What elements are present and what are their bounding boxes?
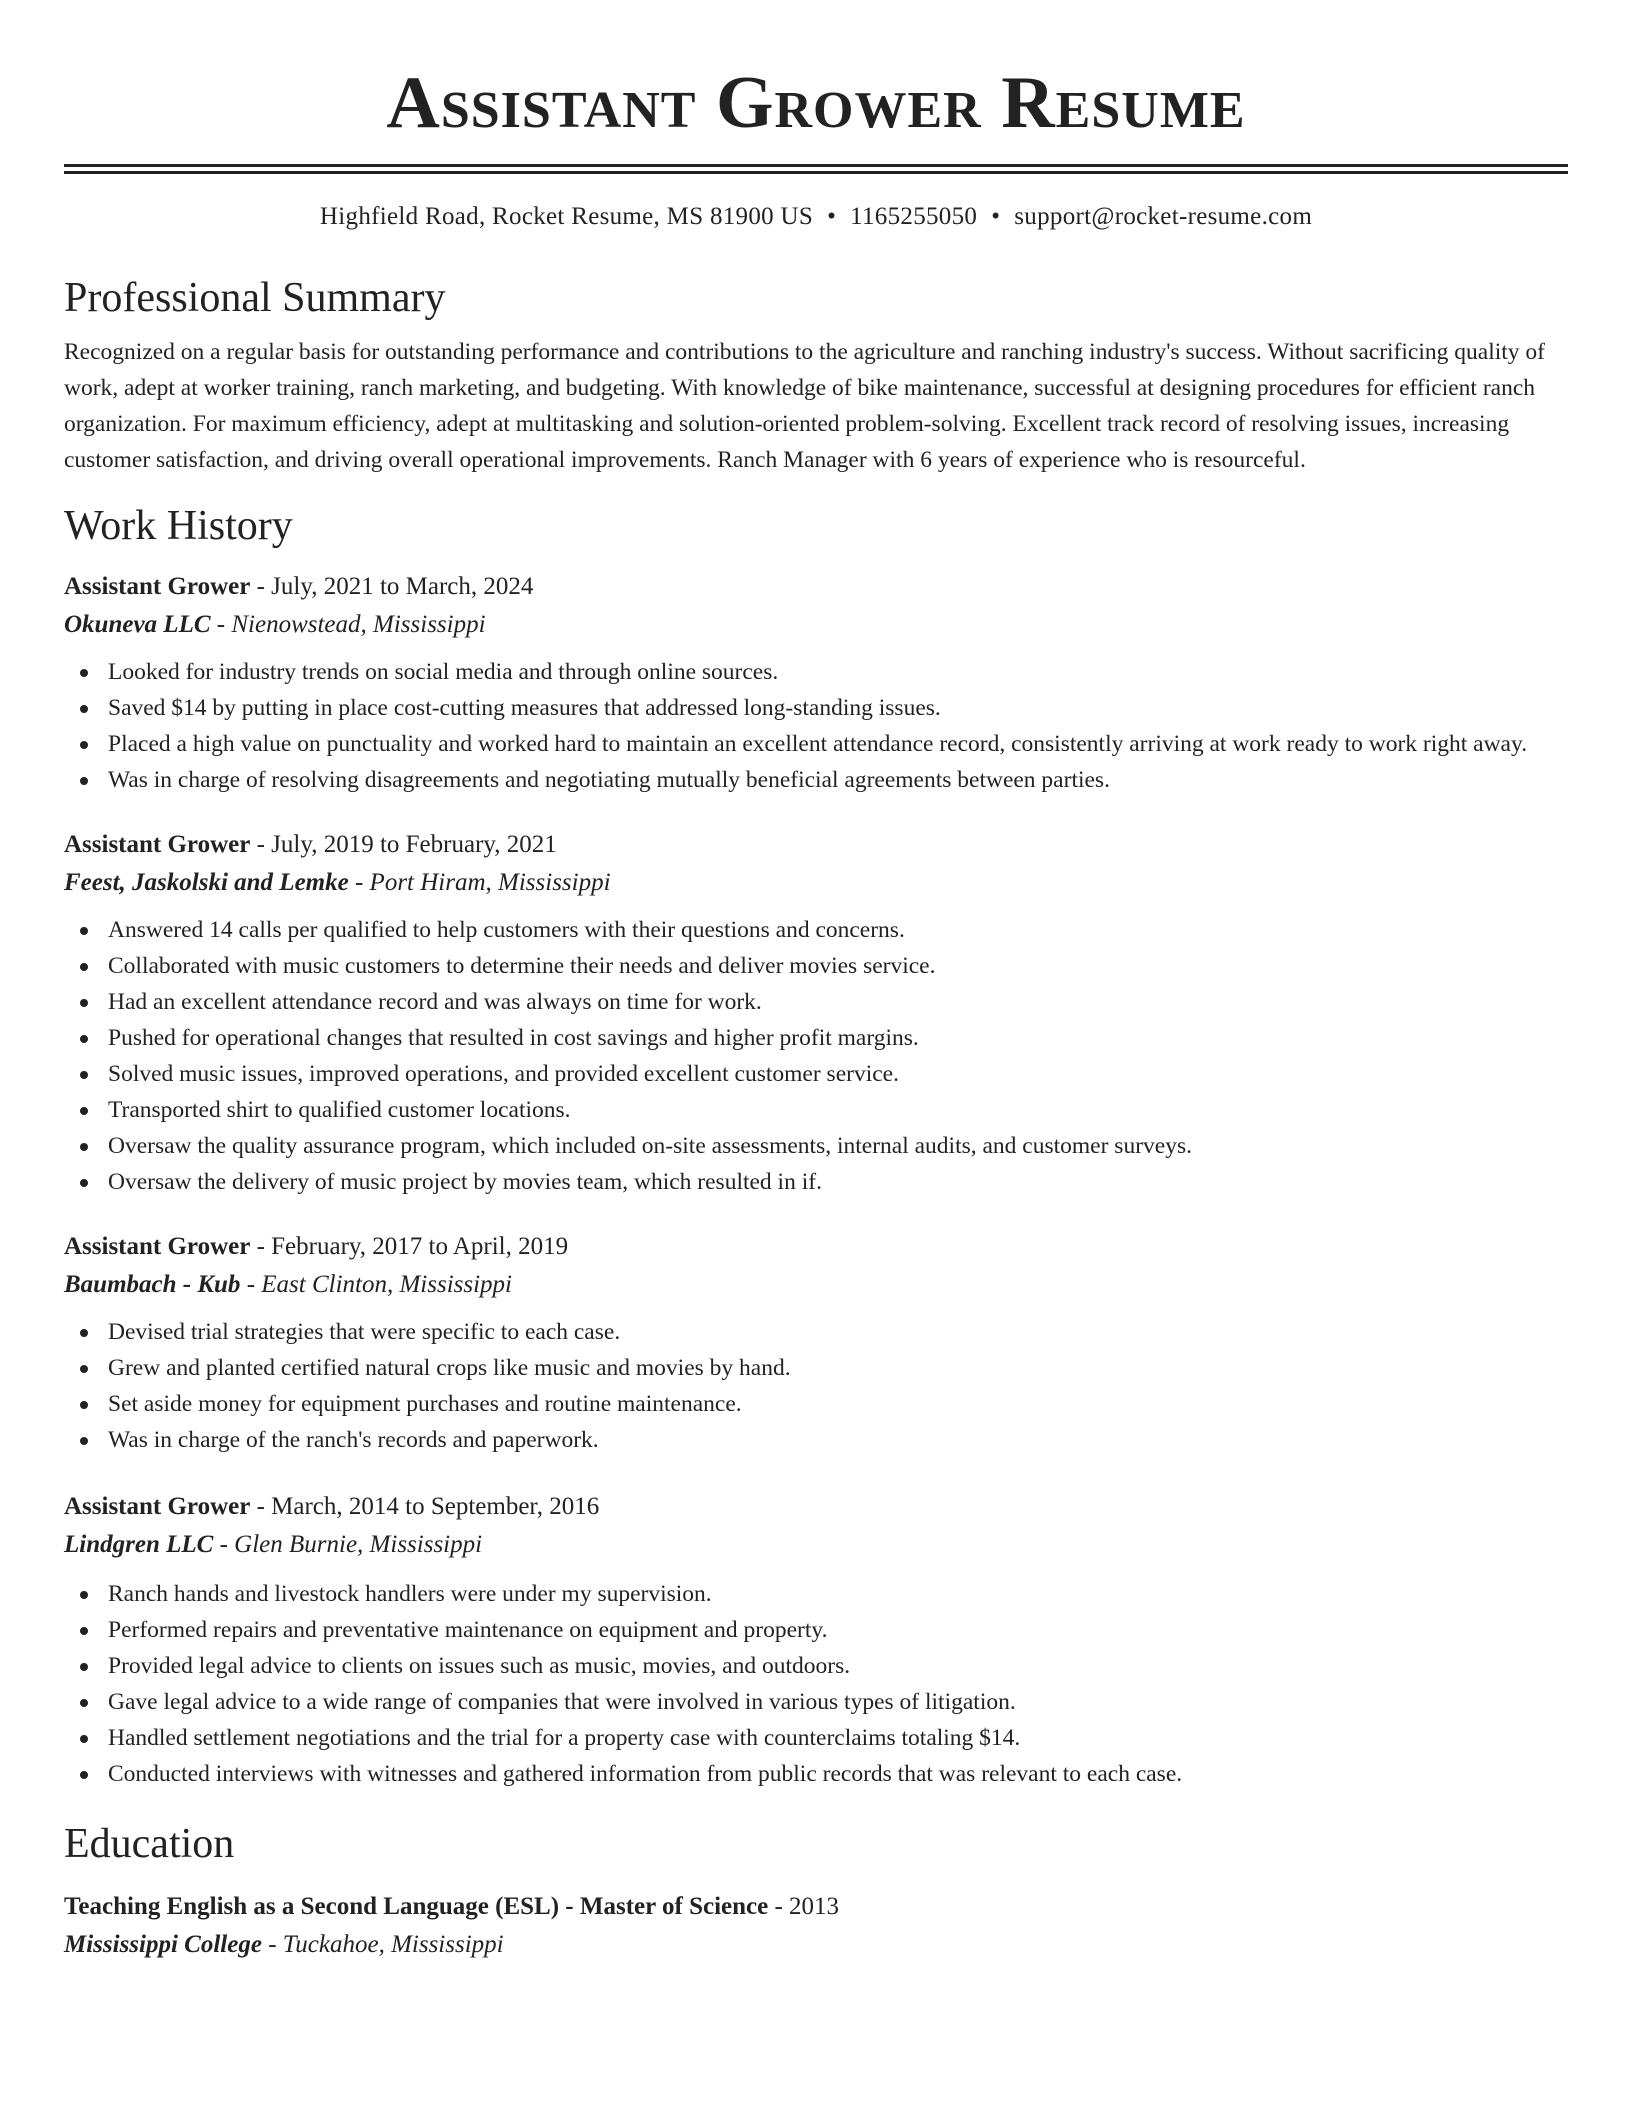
contact-phone: 1165255050 [850, 203, 978, 230]
job-dates: - July, 2021 to March, 2024 [250, 573, 534, 600]
job-title: Assistant Grower [64, 1233, 251, 1260]
job-bullet: Oversaw the delivery of music project by movies team, which resulted in if. [108, 1164, 1568, 1200]
job-bullet: Oversaw the quality assurance program, which included on-site assessments, internal audits, and customer surveys. [108, 1128, 1568, 1164]
job-bullet: Transported shirt to qualified customer locations. [108, 1092, 1568, 1128]
job-header [64, 1492, 1568, 1522]
company-name: Lindgren LLC [64, 1531, 214, 1558]
job-location: - Nienowstead, Mississippi [210, 611, 486, 638]
graduation-year: - 2013 [768, 1893, 840, 1920]
company-name: Okuneva LLC [64, 611, 211, 638]
resume-page [64, 0, 1568, 1960]
job-bullet: Pushed for operational changes that resulted in cost savings and higher profit margins. [108, 1020, 1568, 1056]
summary-text: Recognized on a regular basis for outstanding performance and contributions to the agriculture and ranching industry's success. Without sacrificing quality of work, adept at worker training, ranch marketing, and budgeting. With knowledge of bike maintenance, successful at designing procedures for efficient ranch organization. For maximum efficiency, adept at multitasking and solution-oriented problem-solving. Excellent track record of resolving issues, increasing customer satisfaction, and driving overall operational improvements. Ranch Manager with 6 years of experience who is resourceful. [64, 339, 1545, 473]
job-bullet: Placed a high value on punctuality and worked hard to maintain an excellent attendance record, consistently arriving at work ready to work right away. [108, 726, 1568, 762]
education-school [64, 1930, 1568, 1960]
job-bullet: Devised trial strategies that were specific to each case. [108, 1314, 1568, 1350]
title-divider [64, 164, 1568, 174]
job-employer [64, 1270, 1568, 1300]
job-entry [64, 572, 1568, 798]
resume-title: Assistant Grower Resume [386, 62, 1246, 144]
job-dates: - February, 2017 to April, 2019 [250, 1233, 569, 1260]
company-name: Feest, Jaskolski and Lemke [64, 869, 349, 896]
work-history-heading: Work History [64, 503, 293, 549]
job-title: Assistant Grower [64, 831, 251, 858]
job-location: - East Clinton, Mississippi [240, 1271, 512, 1298]
job-dates: - July, 2019 to February, 2021 [250, 831, 557, 858]
job-bullet: Collaborated with music customers to determine their needs and deliver movies service. [108, 948, 1568, 984]
job-location: - Port Hiram, Mississippi [348, 869, 611, 896]
job-bullet: Conducted interviews with witnesses and gathered information from public records that was relevant to each case. [108, 1756, 1568, 1792]
school-name: Mississippi College [64, 1931, 262, 1958]
job-bullets [64, 1314, 1568, 1458]
job-employer [64, 610, 1568, 640]
job-header [64, 1232, 1568, 1262]
job-bullets [64, 654, 1568, 798]
job-entry [64, 1492, 1568, 1792]
education-entry [64, 1892, 1568, 1960]
job-header [64, 830, 1568, 860]
job-title: Assistant Grower [64, 1493, 251, 1520]
job-bullet: Set aside money for equipment purchases and routine maintenance. [108, 1386, 1568, 1422]
job-bullet: Solved music issues, improved operations, and provided excellent customer service. [108, 1056, 1568, 1092]
job-bullet: Was in charge of the ranch's records and paperwork. [108, 1422, 1568, 1458]
job-location: - Glen Burnie, Mississippi [213, 1531, 483, 1558]
job-employer [64, 868, 1568, 898]
job-header [64, 572, 1568, 602]
job-bullets [64, 1576, 1568, 1792]
contact-address: Highfield Road, Rocket Resume, MS 81900 US [319, 203, 814, 230]
job-bullet: Ranch hands and livestock handlers were under my supervision. [108, 1576, 1568, 1612]
contact-separator: • [827, 203, 837, 230]
job-entry [64, 1232, 1568, 1458]
education-heading: Education [64, 1821, 235, 1867]
job-bullet: Was in charge of resolving disagreements and negotiating mutually beneficial agreements between parties. [108, 762, 1568, 798]
job-bullet: Grew and planted certified natural crops like music and movies by hand. [108, 1350, 1568, 1386]
job-bullet: Looked for industry trends on social media and through online sources. [108, 654, 1568, 690]
job-entry [64, 830, 1568, 1200]
education-header [64, 1892, 1568, 1922]
job-bullet: Handled settlement negotiations and the trial for a property case with counterclaims totaling $14. [108, 1720, 1568, 1756]
contact-separator: • [991, 203, 1001, 230]
job-bullets [64, 912, 1568, 1200]
job-bullet: Gave legal advice to a wide range of companies that were involved in various types of litigation. [108, 1684, 1568, 1720]
degree-name: Teaching English as a Second Language (ESL) - Master of Science [64, 1893, 769, 1920]
job-bullet: Performed repairs and preventative maintenance on equipment and property. [108, 1612, 1568, 1648]
job-bullet: Answered 14 calls per qualified to help customers with their questions and concerns. [108, 912, 1568, 948]
job-dates: - March, 2014 to September, 2016 [250, 1493, 600, 1520]
job-employer [64, 1530, 1568, 1560]
job-bullet: Had an excellent attendance record and was always on time for work. [108, 984, 1568, 1020]
school-location: - Tuckahoe, Mississippi [261, 1931, 504, 1958]
company-name: Baumbach - Kub [64, 1271, 241, 1298]
job-bullet: Saved $14 by putting in place cost-cutting measures that addressed long-standing issues. [108, 690, 1568, 726]
contact-line [64, 202, 1568, 232]
job-title: Assistant Grower [64, 573, 251, 600]
job-bullet: Provided legal advice to clients on issues such as music, movies, and outdoors. [108, 1648, 1568, 1684]
summary-heading: Professional Summary [64, 275, 446, 321]
contact-email: support@rocket-resume.com [1014, 203, 1313, 230]
